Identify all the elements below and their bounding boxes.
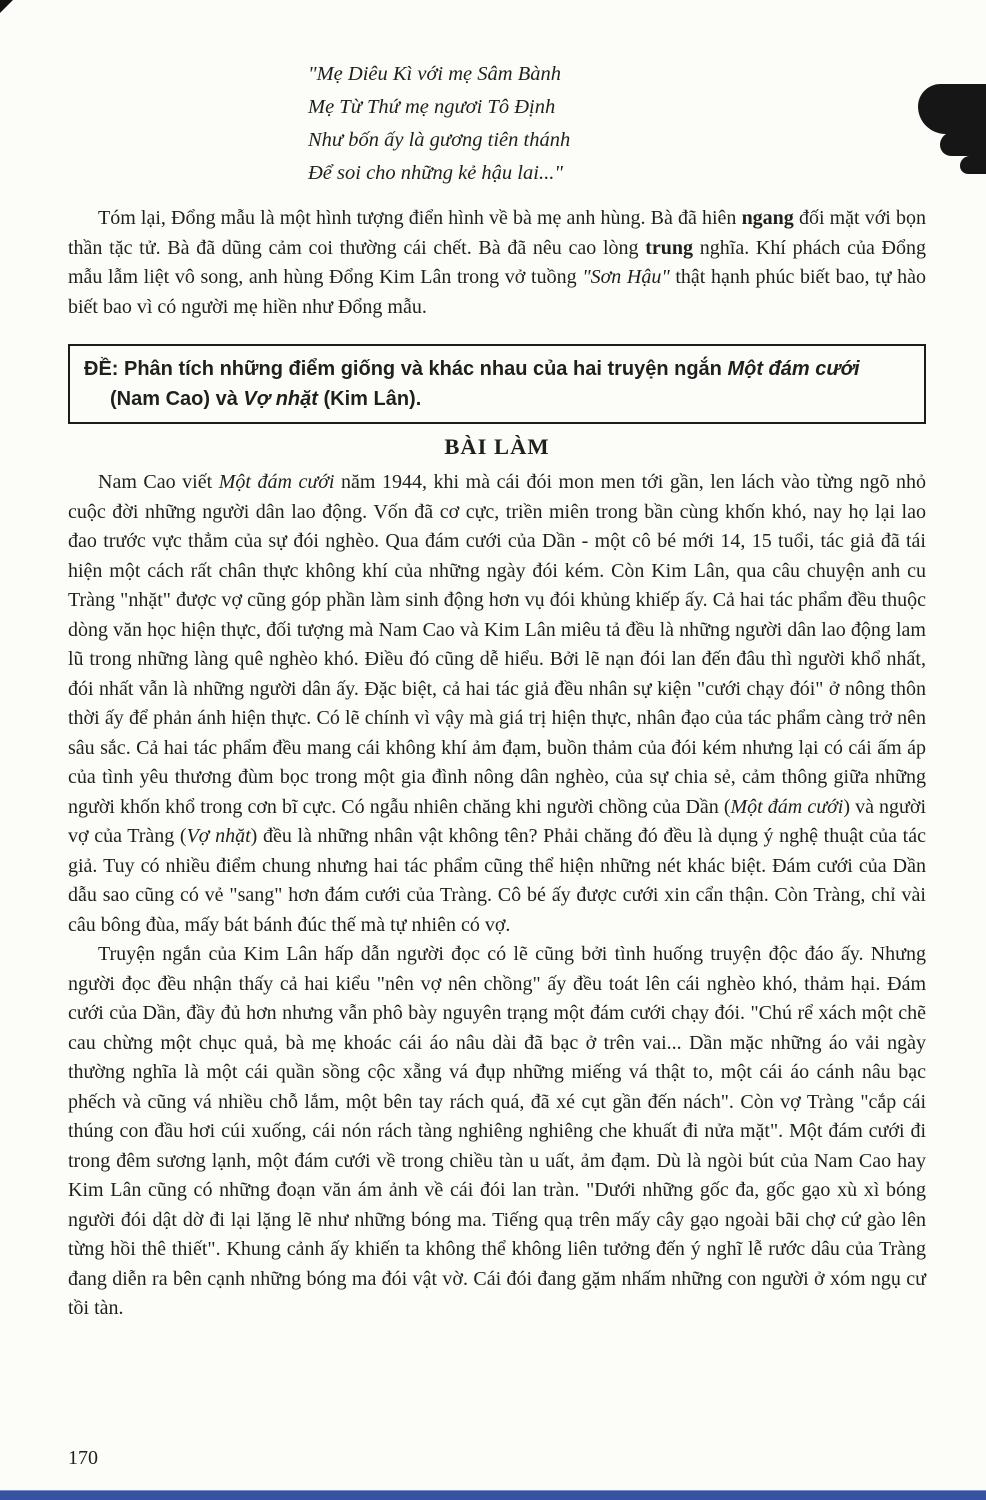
text-segment: ĐỀ: Phân tích những điểm giống và khác nhau của hai truyện ngắn — [84, 358, 728, 380]
poem-line: Để soi cho những kẻ hậu lai..." — [308, 162, 563, 184]
text-segment: "Sơn Hậu" — [582, 266, 670, 288]
essay-prompt-box — [68, 344, 926, 424]
essay-body — [68, 468, 926, 1324]
page-number: 170 — [68, 1447, 98, 1469]
text-segment: đối mặt với bọn thần tặc tử. Bà đã dũng cảm coi thường cái chết. Bà đã nêu cao lòng — [68, 207, 926, 259]
text-segment: Vợ nhặt — [243, 388, 318, 410]
scan-artifact-top-right-1 — [918, 84, 986, 134]
text-segment: thật hạnh phúc biết bao, tự hào biết bao vì có người mẹ hiền như Đổng mẫu. — [68, 266, 927, 318]
text-segment: Vợ nhặt — [186, 825, 251, 847]
poem-quote — [308, 58, 926, 190]
poem-line: Mẹ Từ Thứ mẹ ngươi Tô Định — [308, 96, 556, 118]
page-content — [0, 58, 986, 1469]
conclusion-paragraph — [68, 204, 926, 322]
text-segment: trung — [645, 236, 694, 259]
text-segment: Một đám cưới — [727, 358, 860, 380]
text-segment: (Kim Lân). — [317, 388, 422, 410]
essay-paragraph — [68, 468, 926, 940]
text-segment: ) và người vợ của Tràng ( — [68, 795, 926, 847]
essay-heading: BÀI LÀM — [444, 434, 550, 459]
text-segment: Nam Cao viết — [98, 471, 219, 493]
essay-prompt-text — [84, 354, 910, 414]
scan-artifact-top-left — [0, 0, 13, 13]
poem-line: Như bốn ấy là gương tiên thánh — [308, 129, 571, 151]
text-segment: Truyện ngắn của Kim Lân hấp dẫn người đọc có lẽ cũng bởi tình huống truyện độc đáo ấy. Nhưng người đọc đều nhận thấy cả hai kiểu "nên vợ nên chồng" ấy đều toát lên cái nghèo khó, thảm hại. Đám cưới của Dần, đầy đủ hơn nhưng vẫn phô bày nguyên trạng một đám cưới chạy đói. "Chú rể xách một chẽ cau chừng một chục quả, bà mẹ khoác cái áo nâu dài đã bạc ở trên vai... Dần mặc những áo vải ngày thường nghĩa là một cái quần sồng cộc xẵng vá đụp những miếng vá thật to, một cái áo cánh nâu bạc phếch và cũng vá nhiều chỗ lắm, một bên tay rách quá, đã xé cụt gần đến nách". Còn vợ Tràng "cắp cái thúng con đầu hơi cúi xuống, cái nón rách tàng nghiêng nghiêng che khuất đi nửa mặt". Một đám cưới đi trong đêm sương lạnh, một đám cưới về trong chiều tàn u uất, ảm đạm. Dù là ngòi bút của Nam Cao hay Kim Lân cũng có những đoạn văn ám ảnh về cái đói lan tràn. "Dưới những gốc đa, gốc gạo xù xì bóng người đói dật dờ đi lại lặng lẽ như những bóng ma. Tiếng quạ trên mấy cây gạo ngoài bãi chợ cứ gào lên từng hồi thê thiết". Khung cảnh ấy khiến ta không thể không liên tưởng đến ý nghĩ lễ rước dâu của Tràng đang diễn ra bên cạnh những bóng ma đói vật vờ. Cái đói đang gặm nhấm những con người ở xóm ngụ cư tồi tàn. — [68, 943, 926, 1319]
footer-blue-bar — [0, 1491, 986, 1500]
essay-paragraph — [68, 940, 926, 1324]
text-segment: nghĩa. Khí phách của Đổng mẫu lẫm liệt vô song, anh hùng Đổng Kim Lân trong vở tuồng — [68, 236, 926, 288]
text-segment: (Nam Cao) và — [110, 388, 244, 410]
text-segment: ) đều là những nhân vật không tên? Phải chăng đó đều là dụng ý nghệ thuật của tác giả. Tuy có nhiều điểm chung nhưng hai tác phẩm cũng thể hiện những nét khác biệt. Đám cưới của Dần dẫu sao cũng có vẻ "sang" hơn đám cưới của Tràng. Cô bé ấy được cưới xin cẩn thận. Còn Tràng, chỉ vài câu bông đùa, mấy bát bánh đúc thế mà tự nhiên có vợ. — [68, 825, 926, 936]
text-segment: năm 1944, khi mà cái đói mon men tới gần, len lách vào từng ngõ nhỏ cuộc đời những người dân lao động. Vốn đã cơ cực, triền miên trong bần cùng khốn khó, nay họ lại lao đao trước vực thẳm của sự đói nghèo. Qua đám cưới của Dần - một cô bé mới 14, 15 tuổi, tác giả đã tái hiện một cách rất chân thực không khí của những ngày đói kém. Còn Kim Lân, qua câu chuyện anh cu Tràng "nhặt" được vợ cũng góp phần làm sinh động hơn vụ đói khủng khiếp ấy. Cả hai tác phẩm đều thuộc dòng văn học hiện thực, đối tượng mà Nam Cao và Kim Lân miêu tả đều là những người dân lao động lam lũ trong những làng quê nghèo khó. Điều đó cũng dễ hiểu. Bởi lẽ nạn đói lan đến đâu thì người khổ nhất, đói nhất vẫn là những người dân ấy. Đặc biệt, cả hai tác giả đều nhân sự kiện "cưới chạy đói" ở nông thôn thời ấy để phản ánh hiện thực. Có lẽ chính vì vậy mà giá trị hiện thực, nhân đạo của tác phẩm càng trở nên sâu sắc. Cả hai tác phẩm đều mang cái không khí ảm đạm, buồn thảm của đói kém nhưng lại có cái ấm áp của tình yêu thương đùm bọc trong một gia đình nông dân nghèo, của sự chia sẻ, cảm thông giữa những người khốn khổ trong cơn bĩ cực. Có ngẫu nhiên chăng khi người chồng của Dần ( — [68, 471, 926, 818]
scan-artifact-top-right-2 — [940, 132, 986, 156]
poem-line: "Mẹ Diêu Kì với mẹ Sâm Bành — [308, 63, 561, 85]
scan-artifact-top-right-3 — [960, 156, 986, 174]
text-segment: Một đám cưới — [218, 471, 335, 493]
text-segment: Một đám cưới — [730, 795, 844, 818]
text-segment: ngang — [741, 207, 794, 229]
text-segment: Tóm lại, Đổng mẫu là một hình tượng điển hình về bà mẹ anh hùng. Bà đã hiên — [98, 207, 742, 229]
